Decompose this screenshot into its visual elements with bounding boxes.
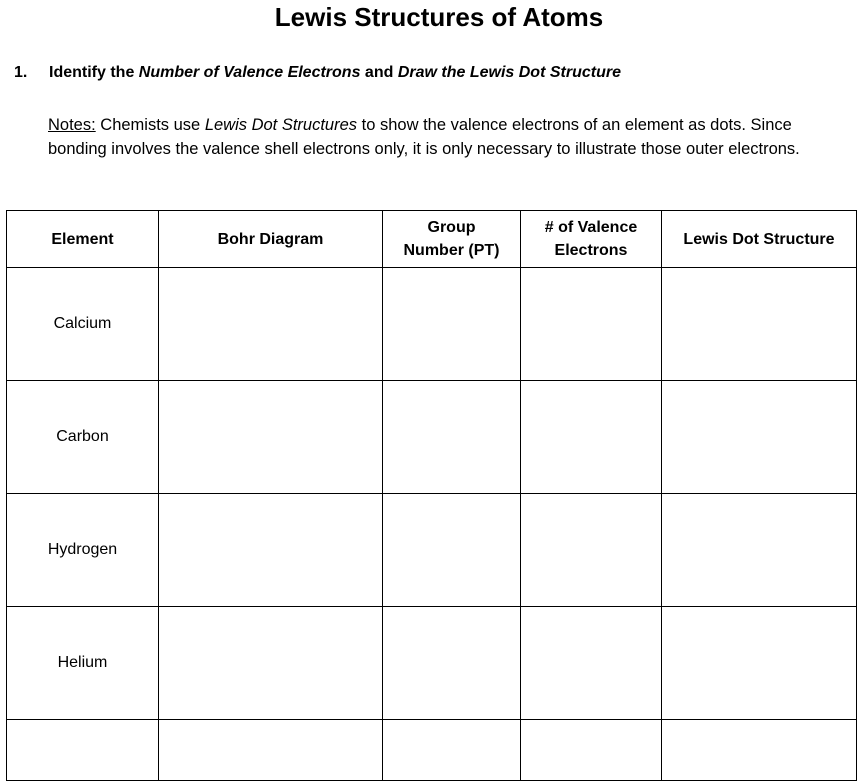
cell-element xyxy=(7,720,159,781)
header-valence-electrons xyxy=(521,211,662,268)
cell-valence-electrons[interactable] xyxy=(521,720,662,781)
cell-valence-electrons[interactable] xyxy=(521,607,662,720)
table-row xyxy=(7,720,857,781)
cell-group-number[interactable] xyxy=(383,720,521,781)
notes-text-part1: Chemists use xyxy=(95,116,205,134)
cell-group-number[interactable] xyxy=(383,381,521,494)
cell-group-number[interactable] xyxy=(383,607,521,720)
question-text-part2: Number of Valence Electrons xyxy=(138,64,361,81)
header-group-line2: Number (PT) xyxy=(403,242,500,259)
cell-bohr-diagram[interactable] xyxy=(159,720,383,781)
cell-lewis-dot-structure[interactable] xyxy=(662,268,857,381)
table-row xyxy=(7,494,857,607)
cell-group-number[interactable] xyxy=(383,268,521,381)
cell-bohr-diagram[interactable] xyxy=(159,268,383,381)
table-row xyxy=(7,268,857,381)
cell-valence-electrons[interactable] xyxy=(521,381,662,494)
cell-bohr-diagram[interactable] xyxy=(159,607,383,720)
table-row xyxy=(7,381,857,494)
question-number: 1. xyxy=(14,64,28,81)
header-valence-line1: # of Valence xyxy=(544,219,638,236)
cell-lewis-dot-structure[interactable] xyxy=(662,607,857,720)
question-1 xyxy=(14,64,621,82)
table-row xyxy=(7,607,857,720)
question-text-part4: Draw the Lewis Dot Structure xyxy=(397,64,621,81)
cell-element: Calcium xyxy=(7,268,159,381)
cell-element: Hydrogen xyxy=(7,494,159,607)
notes-label: Notes: xyxy=(48,116,96,134)
cell-lewis-dot-structure[interactable] xyxy=(662,720,857,781)
cell-valence-electrons[interactable] xyxy=(521,494,662,607)
header-bohr-diagram: Bohr Diagram xyxy=(159,211,383,268)
cell-element: Helium xyxy=(7,607,159,720)
header-valence-line2: Electrons xyxy=(554,242,628,259)
question-text-part1: Identify the xyxy=(49,64,139,81)
notes-paragraph xyxy=(48,113,853,161)
cell-bohr-diagram[interactable] xyxy=(159,494,383,607)
cell-bohr-diagram[interactable] xyxy=(159,381,383,494)
cell-group-number[interactable] xyxy=(383,494,521,607)
header-element: Element xyxy=(7,211,159,268)
notes-text-part2: Lewis Dot Structures xyxy=(204,116,358,134)
page-title: Lewis Structures of Atoms xyxy=(274,2,604,32)
cell-lewis-dot-structure[interactable] xyxy=(662,494,857,607)
cell-valence-electrons[interactable] xyxy=(521,268,662,381)
cell-element: Carbon xyxy=(7,381,159,494)
header-group-number xyxy=(383,211,521,268)
worksheet-table xyxy=(6,210,857,781)
question-text-part3: and xyxy=(360,64,398,81)
cell-lewis-dot-structure[interactable] xyxy=(662,381,857,494)
header-group-line1: Group xyxy=(427,219,476,236)
table-header-row xyxy=(7,211,857,268)
header-lewis-dot-structure: Lewis Dot Structure xyxy=(662,211,857,268)
notes-text-part3: to show the valence electrons of an element as dots. Since bonding involves the valence shell electrons only, it is only necessary to illustrate those outer electrons. xyxy=(48,116,800,158)
